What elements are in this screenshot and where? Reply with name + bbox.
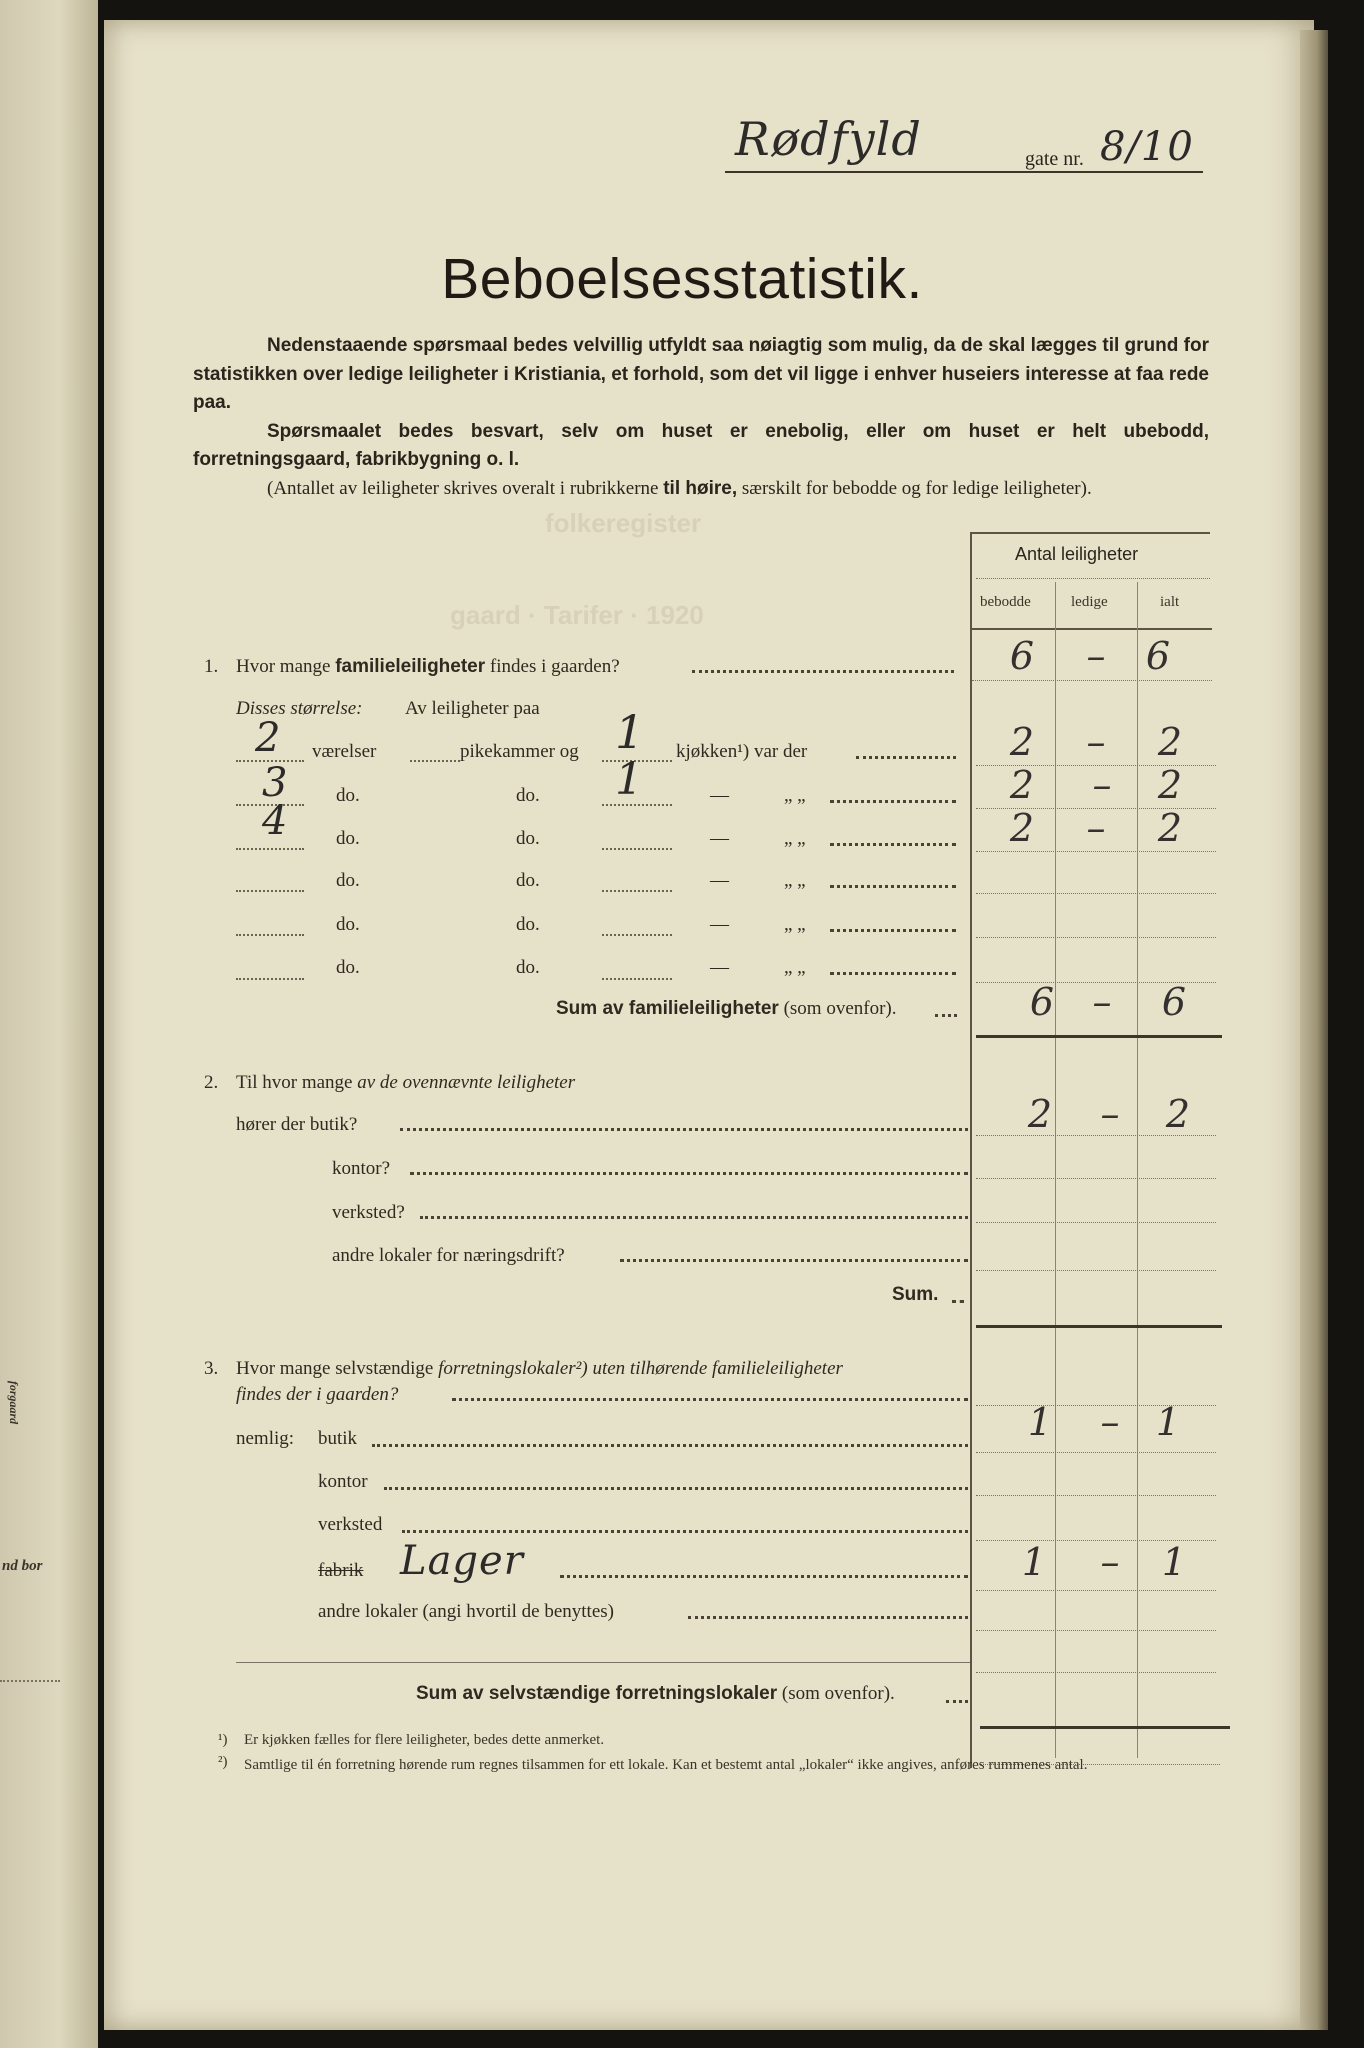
house-number-handwritten: 8/10 bbox=[1100, 124, 1194, 170]
q1-sum-label-b: (som ovenfor). bbox=[783, 998, 897, 1019]
dots bbox=[620, 1259, 968, 1262]
dots bbox=[560, 1575, 968, 1578]
q3-text-c: findes der i gaarden? bbox=[236, 1384, 399, 1405]
q3-text-a: Hvor mange selvstændige bbox=[236, 1358, 434, 1379]
size-row-2-col4: „ „ bbox=[784, 785, 806, 806]
size-row-4-col3: — bbox=[710, 870, 729, 891]
row-rule bbox=[976, 937, 1216, 938]
dots bbox=[452, 1398, 968, 1401]
size-row-3-ialt: 2 bbox=[1157, 806, 1183, 850]
pike-blank bbox=[410, 760, 460, 762]
size-row-2-col1: do. bbox=[336, 785, 360, 806]
dots bbox=[952, 1300, 964, 1303]
size-row-6-col4: „ „ bbox=[784, 957, 806, 978]
intro-p3-b: til høire, bbox=[663, 477, 738, 499]
size-row-6-col2: do. bbox=[516, 957, 540, 978]
q2-row-1-ialt: 2 bbox=[1165, 1092, 1191, 1136]
adjacent-dotline bbox=[0, 1680, 60, 1682]
row-rule bbox=[976, 893, 1216, 894]
intro-paragraph-3 bbox=[193, 475, 1209, 504]
intro-p3-a: (Antallet av leiligheter skrives overalt i rubrikkerne bbox=[267, 477, 659, 499]
rooms-blank bbox=[236, 978, 304, 980]
q3-question bbox=[236, 1358, 843, 1380]
size-row-1-bebodde: 2 bbox=[1009, 720, 1035, 764]
q3-row-4-note: Lager bbox=[400, 1538, 524, 1584]
size-row-2-bebodde: 2 bbox=[1009, 763, 1035, 807]
q3-row-2-label: kontor bbox=[318, 1471, 368, 1492]
size-row-4-col1: do. bbox=[336, 870, 360, 891]
dots bbox=[420, 1216, 968, 1219]
row-rule bbox=[972, 680, 1212, 681]
q1-text-a: Hvor mange bbox=[236, 656, 331, 677]
q3-row-4-bebodde: 1 bbox=[1021, 1540, 1047, 1584]
size-row-6-col3: — bbox=[710, 957, 729, 978]
dots bbox=[830, 843, 956, 846]
size-row-4-col2: do. bbox=[516, 870, 540, 891]
intro-p3-c: særskilt for bebodde og for ledige leiligheter). bbox=[741, 477, 1092, 499]
q1-sum-ledige: – bbox=[1092, 980, 1112, 1024]
street-name-handwritten: Rødfyld bbox=[735, 112, 922, 166]
size-row-3-bebodde: 2 bbox=[1009, 806, 1035, 850]
footnote-1-text: Er kjøkken fælles for flere leiligheter, bedes dette anmerket. bbox=[244, 1732, 605, 1748]
row-rule bbox=[976, 1178, 1216, 1179]
dots bbox=[402, 1530, 968, 1533]
sum1-rule bbox=[976, 1035, 1222, 1038]
row-rule bbox=[976, 1590, 1216, 1591]
kitchen-blank bbox=[602, 934, 672, 936]
kitchen-blank bbox=[602, 848, 672, 850]
q2-row-1-bebodde: 2 bbox=[1027, 1092, 1053, 1136]
q1-sum-label-a: Sum av familieleiligheter bbox=[556, 998, 779, 1019]
row-rule bbox=[976, 1630, 1216, 1631]
table-vline-left bbox=[970, 532, 972, 1768]
size-row-3-rooms: 4 bbox=[262, 798, 289, 844]
size-row-3-col1: do. bbox=[336, 828, 360, 849]
dots bbox=[688, 1616, 968, 1619]
q3-row-1-ialt: 1 bbox=[1155, 1400, 1181, 1444]
q3-row-1-label: butik bbox=[318, 1428, 358, 1449]
q2-row-1-ledige: – bbox=[1100, 1092, 1120, 1136]
col-bebodde: bebodde bbox=[980, 594, 1031, 610]
q1-question bbox=[236, 656, 620, 678]
dots bbox=[830, 972, 956, 975]
q1-sum-bebodde: 6 bbox=[1029, 980, 1055, 1024]
dots bbox=[830, 885, 956, 888]
q3-sum-label-b: (som ovenfor). bbox=[781, 1683, 895, 1704]
size-row-1-ledige: – bbox=[1086, 720, 1106, 764]
adjacent-note-2: nd bor bbox=[2, 1558, 43, 1574]
q1-sum-label bbox=[556, 998, 896, 1020]
q3-row-5-label: andre lokaler (angi hvortil de benyttes) bbox=[318, 1601, 614, 1622]
q2-sum-label bbox=[892, 1284, 938, 1306]
sum3-rule bbox=[980, 1726, 1230, 1729]
q2-row-1-label: hører der butik? bbox=[236, 1114, 358, 1135]
size-row-3-col4: „ „ bbox=[784, 828, 806, 849]
q2-sum-text: Sum. bbox=[892, 1284, 939, 1305]
q2-text-b: av de ovennævnte leiligheter bbox=[357, 1072, 576, 1093]
size-row-1-col3: kjøkken¹) var der bbox=[676, 741, 808, 762]
table-top-rule bbox=[970, 532, 1210, 534]
q1-bebodde: 6 bbox=[1009, 634, 1035, 678]
faint-stamp-2: gaard · Tarifer · 1920 bbox=[450, 600, 704, 630]
row-rule bbox=[976, 1222, 1216, 1223]
row-rule bbox=[976, 1672, 1216, 1673]
size-row-5-col4: „ „ bbox=[784, 914, 806, 935]
q3-sum-label bbox=[416, 1683, 895, 1705]
size-row-2-kitchen: 1 bbox=[615, 754, 644, 805]
size-row-2-ledige: – bbox=[1092, 763, 1112, 807]
dots bbox=[856, 756, 956, 759]
q1-ialt: 6 bbox=[1145, 634, 1171, 678]
gate-label: gate nr. bbox=[1025, 148, 1084, 170]
q2-text-a: Til hvor mange bbox=[236, 1072, 353, 1093]
q3-separator bbox=[236, 1662, 970, 1663]
dots bbox=[410, 1172, 968, 1175]
size-row-1-ialt: 2 bbox=[1157, 720, 1183, 764]
dots bbox=[830, 800, 956, 803]
q3-text-b: forretningslokaler²) uten tilhørende familieleiligheter bbox=[438, 1358, 843, 1379]
q1-text-c: findes i gaarden? bbox=[489, 656, 620, 677]
footnote-2-mark: ²) bbox=[218, 1754, 228, 1770]
intro-paragraph-2: Spørsmaalet bedes besvart, selv om huset er enebolig, eller om huset er helt ubebodd, forretningsgaard, fabrikbygning o. l. bbox=[193, 420, 1209, 470]
q3-row-1-bebodde: 1 bbox=[1027, 1400, 1053, 1444]
row-rule bbox=[976, 1270, 1216, 1271]
row-rule bbox=[976, 1452, 1216, 1453]
size-row-5-col3: — bbox=[710, 914, 729, 935]
q1-ledige: – bbox=[1086, 634, 1106, 678]
dots bbox=[372, 1444, 968, 1447]
q3-row-1-ledige: – bbox=[1100, 1400, 1120, 1444]
rooms-blank bbox=[236, 934, 304, 936]
q2-row-2-label: kontor? bbox=[332, 1158, 391, 1179]
size-row-6-col1: do. bbox=[336, 957, 360, 978]
size-row-1-rooms: 2 bbox=[255, 715, 282, 761]
dots bbox=[400, 1128, 968, 1131]
q1-dots bbox=[692, 670, 954, 673]
q3-number: 3. bbox=[204, 1358, 219, 1379]
col-ledige: ledige bbox=[1071, 594, 1108, 610]
size-row-5-col2: do. bbox=[516, 914, 540, 935]
dots bbox=[830, 929, 956, 932]
size-row-3-ledige: – bbox=[1086, 806, 1106, 850]
adjacent-note-1: forgaard bbox=[7, 1380, 22, 1425]
col-ialt: ialt bbox=[1160, 594, 1180, 610]
rooms-blank bbox=[236, 890, 304, 892]
q1-sizes-text: Av leiligheter paa bbox=[405, 698, 540, 719]
footnote-1-mark: ¹) bbox=[218, 1732, 228, 1748]
rooms-blank bbox=[236, 848, 304, 850]
q3-row-4-label: fabrik bbox=[318, 1560, 364, 1581]
q2-number: 2. bbox=[204, 1072, 219, 1093]
size-row-1-col2: pikekammer og bbox=[460, 741, 579, 762]
size-row-3-col2: do. bbox=[516, 828, 540, 849]
size-row-2-rooms: 3 bbox=[262, 760, 289, 806]
q2-row-3-label: verksted? bbox=[332, 1202, 405, 1223]
size-row-1-col1: værelser bbox=[312, 741, 377, 762]
size-row-2-col3: — bbox=[710, 785, 729, 806]
row-rule bbox=[976, 851, 1216, 852]
kitchen-blank bbox=[602, 978, 672, 980]
kitchen-blank bbox=[602, 890, 672, 892]
q3-row-3-label: verksted bbox=[318, 1514, 383, 1535]
dots bbox=[384, 1487, 968, 1490]
q3-row-4-ledige: – bbox=[1100, 1540, 1120, 1584]
q2-row-4-label: andre lokaler for næringsdrift? bbox=[332, 1245, 565, 1266]
table-header-rule bbox=[976, 578, 1210, 579]
size-row-2-col2: do. bbox=[516, 785, 540, 806]
intro-paragraph-1: Nedenstaaende spørsmaal bedes velvillig utfyldt saa nøiagtig som mulig, da de skal lægges til grund for statistikken over ledige leiligheter i Kristiania, et forhold, som det vil ligge i enhver huseiers interesse at faa rede paa. bbox=[193, 335, 1209, 413]
page-title: Beboelsesstatistik. bbox=[441, 247, 923, 311]
faint-stamp-1: folkeregister bbox=[545, 508, 702, 538]
page-edge bbox=[1300, 30, 1328, 2030]
q3-sum-label-a: Sum av selvstændige forretningslokaler bbox=[416, 1683, 778, 1704]
sum2-rule bbox=[976, 1325, 1222, 1328]
size-row-1-kitchen: 1 bbox=[615, 705, 646, 759]
size-row-2-ialt: 2 bbox=[1157, 763, 1183, 807]
q3-nemlig: nemlig: bbox=[236, 1428, 295, 1449]
street-underline bbox=[725, 171, 1203, 173]
size-row-4-col4: „ „ bbox=[784, 870, 806, 891]
row-rule bbox=[976, 1495, 1216, 1496]
table-title: Antal leiligheter bbox=[1015, 544, 1139, 564]
intro-text bbox=[193, 332, 1209, 503]
q1-sum-ialt: 6 bbox=[1161, 980, 1187, 1024]
footnote-2-text: Samtlige til én forretning hørende rum regnes tilsammen for ett lokale. Kan et bestemt antal „lokaler“ ikke angives, anføres rummenes antal. bbox=[244, 1757, 1088, 1773]
table-columns-rule bbox=[972, 628, 1212, 630]
q1-sizes-label: Disses størrelse: bbox=[236, 698, 363, 719]
q1-text-b: familieleiligheter bbox=[335, 656, 486, 677]
dots bbox=[946, 1700, 968, 1703]
dots bbox=[935, 1014, 957, 1017]
q2-question bbox=[236, 1072, 575, 1094]
q1-number: 1. bbox=[204, 656, 219, 677]
size-row-5-col1: do. bbox=[336, 914, 360, 935]
size-row-3-col3: — bbox=[710, 828, 729, 849]
q3-row-4-ialt: 1 bbox=[1161, 1540, 1187, 1584]
